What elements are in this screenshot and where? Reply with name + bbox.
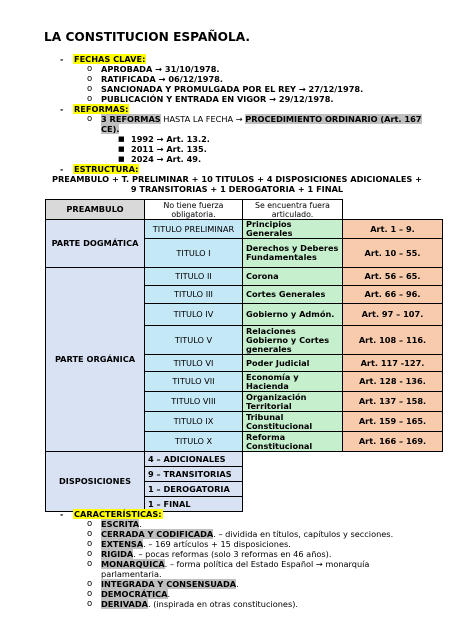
- articulos-cell: Art. 166 – 169.: [343, 432, 443, 452]
- caracteristica-item: ESCRITA.: [101, 519, 142, 529]
- reformas-proc-cont: CE).: [101, 124, 120, 134]
- fecha-item: PUBLICACIÓN Y ENTRADA EN VIGOR → 29/12/1978.: [101, 94, 334, 104]
- caracteristica-item: CERRADA Y CODIFICADA. – dividida en títulos, capítulos y secciones.: [101, 529, 394, 539]
- circle-bullet-icon: o: [87, 589, 93, 599]
- circle-bullet-icon: o: [87, 549, 93, 559]
- caracteristica-item: MONARQUICA. – forma política del Estado Español → monarquía: [101, 559, 370, 569]
- contenido-cell: Reforma Constitucional: [243, 432, 343, 452]
- caracteristicas-heading: CARACTERÍSTICAS:: [74, 509, 162, 519]
- circle-bullet-icon: o: [87, 84, 93, 94]
- disposicion-cell: 1 – FINAL: [145, 497, 243, 512]
- structure-table: [45, 199, 443, 512]
- articulos-cell: Art. 66 – 96.: [343, 286, 443, 304]
- titulo-cell: TITULO VIII: [145, 392, 243, 412]
- titulo-cell: TITULO I: [145, 239, 243, 268]
- circle-bullet-icon: o: [87, 64, 93, 74]
- caracteristica-item: DEMOCRÁTICA.: [101, 589, 171, 599]
- estructura-line-2: 9 TRANSITORIAS + 1 DEROGATORIA + 1 FINAL: [130, 184, 344, 194]
- contenido-cell: Tribunal Constitucional: [243, 412, 343, 432]
- articulos-cell: Art. 1 – 9.: [343, 220, 443, 239]
- articulos-cell: Art. 56 – 65.: [343, 268, 443, 286]
- estructura-line-1: PREAMBULO + T. PRELIMINAR + 10 TITULOS + 4 DISPOSICIONES ADICIONALES +: [51, 174, 423, 184]
- circle-bullet-icon: o: [87, 519, 93, 529]
- reformas-mid: HASTA LA FECHA →: [160, 114, 246, 124]
- contenido-cell: Organización Territorial: [243, 392, 343, 412]
- section-bullet: -: [60, 509, 64, 519]
- articulos-cell: Art. 10 – 55.: [343, 239, 443, 268]
- section-bullet: -: [60, 164, 64, 174]
- fechas-heading: FECHAS CLAVE:: [74, 54, 146, 64]
- caracteristica-item: RIGIDA. – pocas reformas (solo 3 reformas en 46 años).: [101, 549, 332, 559]
- disposicion-cell: 9 – TRANSITORIAS: [145, 467, 243, 482]
- parte-dogmatica-cell: PARTE DOGMÁTICA: [46, 220, 145, 268]
- caracteristica-item: INTEGRADA Y CONSENSUADA.: [101, 579, 239, 589]
- square-bullet-icon: ■: [118, 155, 125, 163]
- articulos-cell: Art. 97 – 107.: [343, 304, 443, 326]
- circle-bullet-icon: o: [87, 529, 93, 539]
- circle-bullet-icon: o: [87, 559, 93, 569]
- reformas-count: 3 REFORMAS: [101, 114, 161, 124]
- circle-bullet-icon: o: [87, 579, 93, 589]
- section-bullet: -: [60, 104, 64, 114]
- titulo-cell: TITULO X: [145, 432, 243, 452]
- articulos-cell: Art. 117 -127.: [343, 355, 443, 372]
- contenido-cell: Gobierno y Admón.: [243, 304, 343, 326]
- circle-bullet-icon: o: [87, 599, 93, 609]
- disposicion-cell: 4 – ADICIONALES: [145, 452, 243, 467]
- titulo-cell: TITULO PRELIMINAR: [145, 220, 243, 239]
- reforma-item: 2011 → Art. 135.: [131, 144, 207, 154]
- section-bullet: -: [60, 54, 64, 64]
- contenido-cell: Principios Generales: [243, 220, 343, 239]
- caracteristica-item: EXTENSA. – 169 artículos + 15 disposiciones.: [101, 539, 291, 549]
- fecha-item: SANCIONADA Y PROMULGADA POR EL REY → 27/12/1978.: [101, 84, 364, 94]
- preambulo-cell: PREAMBULO: [46, 200, 145, 220]
- preambulo-note-2: Se encuentra fuera articulado.: [243, 200, 343, 220]
- fecha-item: RATIFICADA → 06/12/1978.: [101, 74, 223, 84]
- titulo-cell: TITULO VI: [145, 355, 243, 372]
- square-bullet-icon: ■: [118, 135, 125, 143]
- caracteristica-item-cont: parlamentaria.: [101, 569, 162, 579]
- parte-organica-cell: PARTE ORGÁNICA: [46, 268, 145, 452]
- circle-bullet-icon: o: [87, 94, 93, 104]
- caracteristica-item: DERIVADA. (inspirada en otras constituciones).: [101, 599, 299, 609]
- titulo-cell: TITULO III: [145, 286, 243, 304]
- circle-bullet-icon: o: [87, 539, 93, 549]
- articulos-cell: Art. 137 – 158.: [343, 392, 443, 412]
- disposiciones-cell: DISPOSICIONES: [46, 452, 145, 512]
- page-title: LA CONSTITUCION ESPAÑOLA.: [44, 30, 251, 44]
- articulos-cell: Art. 128 - 136.: [343, 372, 443, 392]
- contenido-cell: Corona: [243, 268, 343, 286]
- titulo-cell: TITULO IX: [145, 412, 243, 432]
- contenido-cell: Poder Judicial: [243, 355, 343, 372]
- reformas-proc: PROCEDIMIENTO ORDINARIO (Art. 167: [245, 114, 422, 124]
- contenido-cell: Economía y Hacienda: [243, 372, 343, 392]
- reformas-line: [101, 114, 422, 124]
- titulo-cell: TITULO IV: [145, 304, 243, 326]
- square-bullet-icon: ■: [118, 145, 125, 153]
- fecha-item: APROBADA → 31/10/1978.: [101, 64, 220, 74]
- reforma-item: 1992 → Art. 13.2.: [131, 134, 210, 144]
- titulo-cell: TITULO VII: [145, 372, 243, 392]
- contenido-cell: Derechos y Deberes Fundamentales: [243, 239, 343, 268]
- titulo-cell: TITULO II: [145, 268, 243, 286]
- contenido-cell: Cortes Generales: [243, 286, 343, 304]
- articulos-cell: Art. 108 – 116.: [343, 326, 443, 355]
- articulos-cell: Art. 159 – 165.: [343, 412, 443, 432]
- reforma-item: 2024 → Art. 49.: [131, 154, 202, 164]
- circle-bullet-icon: o: [87, 114, 93, 124]
- titulo-cell: TITULO V: [145, 326, 243, 355]
- preambulo-note-1: No tiene fuerza obligatoria.: [145, 200, 243, 220]
- reformas-heading: REFORMAS:: [74, 104, 129, 114]
- disposicion-cell: 1 – DEROGATORIA: [145, 482, 243, 497]
- estructura-heading: ESTRUCTURA:: [74, 164, 139, 174]
- circle-bullet-icon: o: [87, 74, 93, 84]
- contenido-cell: Relaciones Gobierno y Cortes generales: [243, 326, 343, 355]
